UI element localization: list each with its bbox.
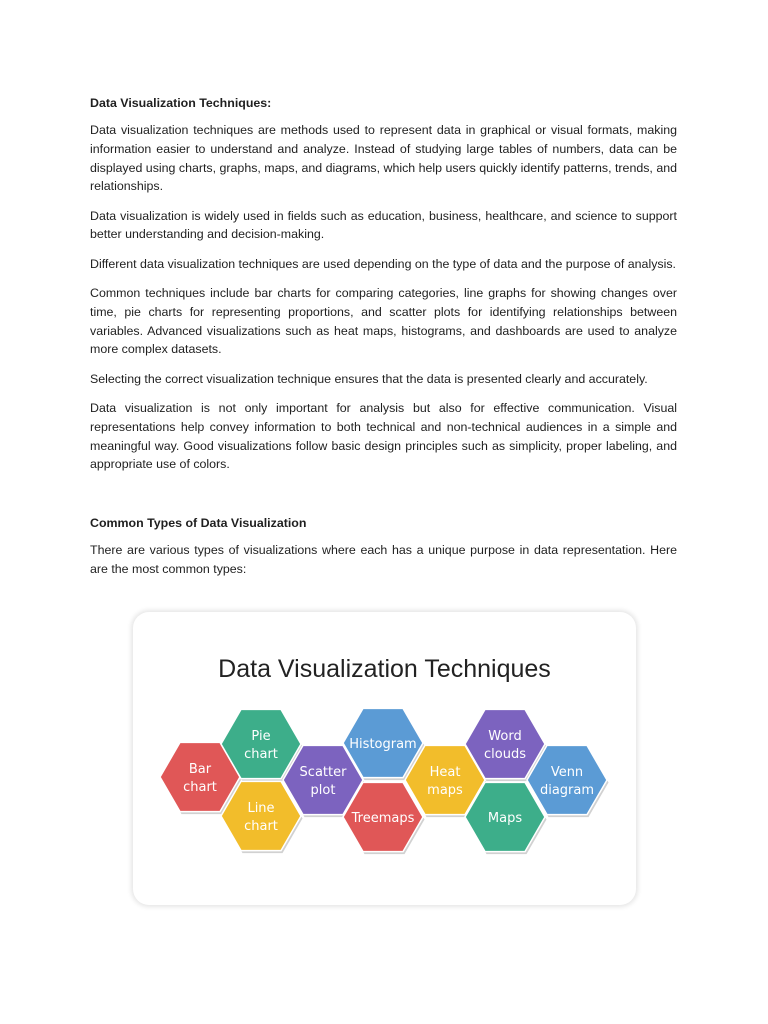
hexagon-label: Maps [487, 811, 523, 826]
paragraph: Data visualization is widely used in fields such as education, business, healthcare, and science to support better understanding and decision-making. [90, 208, 677, 242]
hexagon-label: chart [183, 780, 217, 795]
hexagon-label: Bar [188, 762, 212, 777]
paragraph: Different data visualization techniques are used depending on the type of data and the purpose of analysis. [90, 256, 676, 271]
paragraph: Selecting the correct visualization technique ensures that the data is presented clearly and accurately. [90, 371, 648, 386]
section-heading-common-types: Common Types of Data Visualization [90, 515, 307, 530]
hexagon-label: Treemaps [351, 811, 415, 826]
hexagon-label: Venn [550, 765, 584, 780]
infographic-figure [133, 612, 636, 905]
hexagon-label: Line [247, 801, 275, 816]
hexagon-label: chart [244, 747, 278, 762]
hexagon-label: clouds [484, 747, 526, 762]
paragraph: Data visualization is not only important for analysis but also for effective communication. Visual representations help convey information to both technical and non-technical audiences in a simple and meaningful way. Good visualizations follow basic design principles such as simplicity, proper labeling, and appropriate use of colors. [90, 401, 677, 472]
paragraph: There are various types of visualizations where each has a unique purpose in data representation. Here are the most common types: [90, 542, 677, 576]
hexagon-label: Pie [251, 729, 271, 744]
hexagon-label: Heat [429, 765, 461, 780]
hexagon-infographic [133, 612, 636, 905]
hexagon-label: Word [488, 729, 522, 744]
hexagon-label: chart [244, 819, 278, 834]
paragraph: Data visualization techniques are methods used to represent data in graphical or visual formats, making information easier to understand and analyze. Instead of studying large tables of numbers, data can be displayed using charts, graphs, maps, and diagrams, which help users quickly identify patterns, trends, and relationships. [90, 123, 677, 194]
figure-title: Data Visualization Techniques [218, 655, 551, 683]
hexagon-label: Scatter [299, 765, 347, 780]
document-body [90, 94, 677, 589]
hexagon-label: plot [310, 783, 336, 798]
hexagon-label: maps [427, 783, 463, 798]
hexagon-label: diagram [539, 783, 595, 798]
section-heading-techniques: Data Visualization Techniques: [90, 96, 272, 110]
paragraph: Common techniques include bar charts for comparing categories, line graphs for showing changes over time, pie charts for representing proportions, and scatter plots for identifying relationships between variables. Advanced visualizations such as heat maps, histograms, and dashboards are used to analyze more complex datasets. [90, 286, 677, 357]
hexagon-label: Histogram [349, 737, 417, 752]
